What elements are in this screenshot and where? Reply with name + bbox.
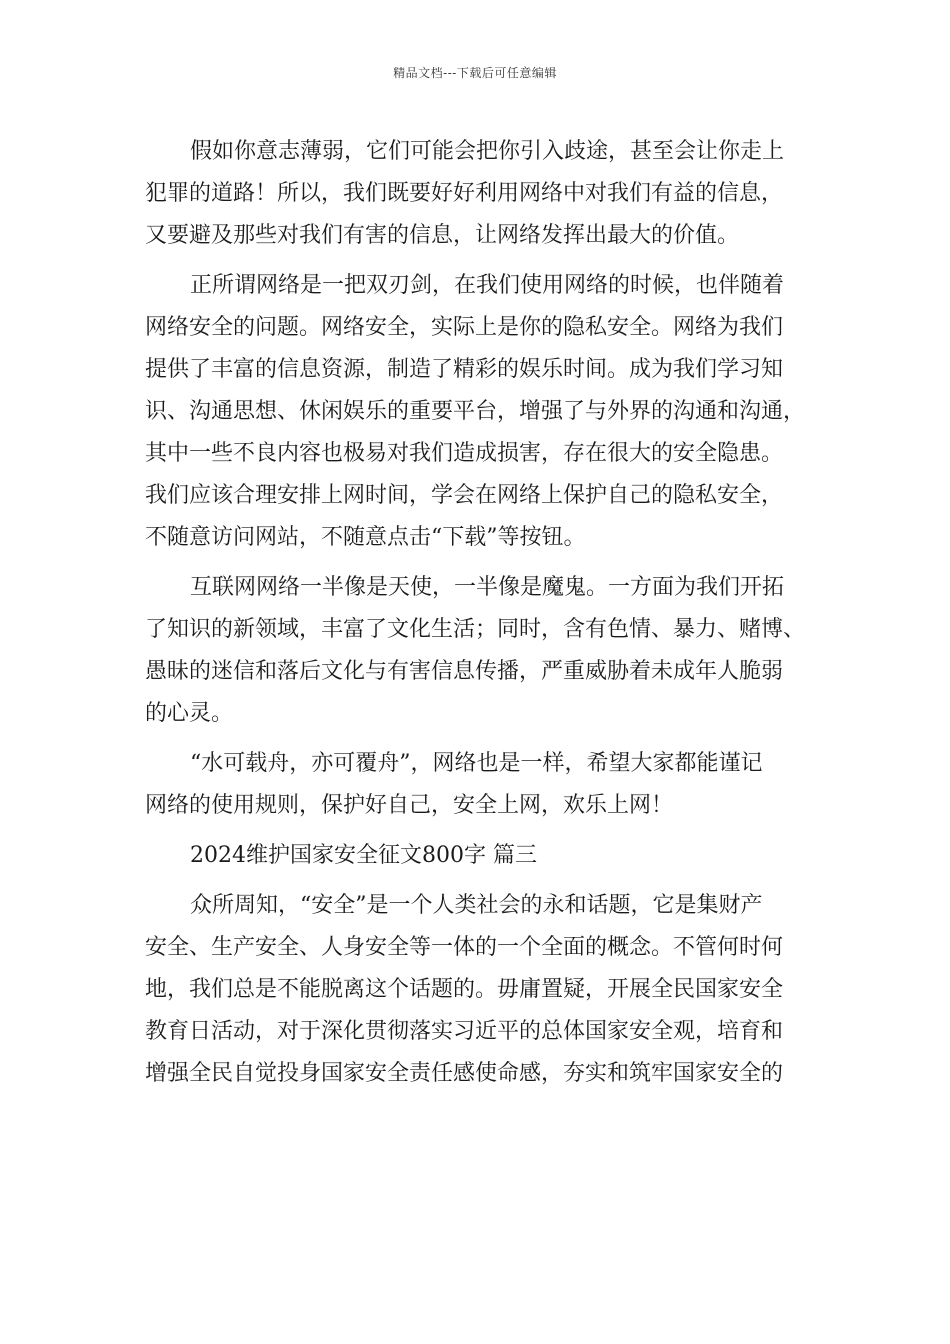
paragraph (145, 265, 825, 559)
text-line: 提供了丰富的信息资源，制造了精彩的娱乐时间。成为我们学习知 (145, 357, 784, 382)
text-line: 安全、生产安全、人身安全等一体的一个全面的概念。不管何时何 (145, 935, 784, 960)
text-line: 互联网网络一半像是天使，一半像是魔鬼。一方面为我们开拓 (190, 575, 785, 600)
paragraph (145, 567, 825, 735)
text-line: 的心灵。 (145, 701, 234, 726)
text-line: 假如你意志薄弱，它们可能会把你引入歧途，甚至会让你走上 (190, 139, 785, 164)
text-line: 不随意访问网站，不随意点击“下载”等按钮。 (145, 525, 586, 550)
text-line: 愚昧的迷信和落后文化与有害信息传播，严重威胁着未成年人脆弱 (145, 659, 784, 684)
text-line: 网络安全的问题。网络安全，实际上是你的隐私安全。网络为我们 (145, 315, 784, 340)
section-heading-text: 2024维护国家安全征文800字 篇三 (190, 843, 537, 868)
text-line: 犯罪的道路！所以，我们既要好好利用网络中对我们有益的信息， (145, 181, 784, 206)
text-line: 教育日活动，对于深化贯彻落实习近平的总体国家安全观，培育和 (145, 1019, 784, 1044)
paragraph (145, 743, 825, 827)
text-line: 增强全民自觉投身国家安全责任感使命感，夯实和筑牢国家安全的 (145, 1061, 784, 1086)
document-body (145, 131, 825, 1103)
text-line: 识、沟通思想、休闲娱乐的重要平台，增强了与外界的沟通和沟通， (145, 399, 806, 424)
paragraph (145, 885, 825, 1095)
text-line: 了知识的新领域，丰富了文化生活；同时，含有色情、暴力、赌博、 (145, 617, 806, 642)
text-line: 我们应该合理安排上网时间，学会在网络上保护自己的隐私安全， (145, 483, 784, 508)
text-line: 其中一些不良内容也极易对我们造成损害，存在很大的安全隐患。 (145, 441, 784, 466)
page-header: 精品文档---下载后可任意编辑 (393, 66, 557, 80)
paragraph (145, 131, 825, 257)
text-line: 正所谓网络是一把双刃剑，在我们使用网络的时候，也伴随着 (190, 273, 785, 298)
text-line: 地，我们总是不能脱离这个话题的。毋庸置疑，开展全民国家安全 (145, 977, 784, 1002)
text-line: 又要避及那些对我们有害的信息，让网络发挥出最大的价值。 (145, 223, 740, 248)
text-line: 众所周知，“安全”是一个人类社会的永和话题，它是集财产 (190, 893, 763, 918)
text-line: 网络的使用规则，保护好自己，安全上网，欢乐上网！ (145, 793, 674, 818)
section-heading (145, 835, 825, 877)
text-line: “水可载舟，亦可覆舟”，网络也是一样，希望大家都能谨记 (190, 751, 763, 776)
